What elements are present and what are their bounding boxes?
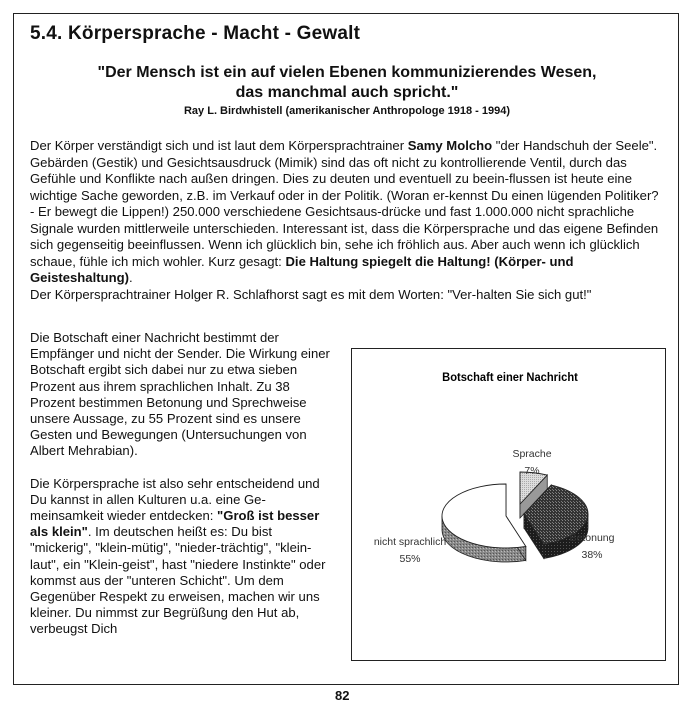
left-text-2a: Die Körpersprache ist also sehr entscheidend und Du kannst in allen Kulturen u.a. eine Ge-meinsamkeit wieder entdecken:: [30, 475, 320, 524]
pie-label-nicht-sprachlich: nicht sprachlich: [373, 536, 447, 548]
left-paragraph-2: [30, 476, 330, 638]
left-column: [30, 330, 330, 654]
left-paragraph-1: Die Botschaft einer Nachricht bestimmt der Empfänger und nicht der Sender. Die Wirkung einer Botschaft ergibt sich dabei nur zu etwa sieben Prozent aus ihrem sprachlichen Inhalt. Zu 38 Prozent bestimmen Betonung und Sprechweise unsere Aussage, zu 55 Prozent sind es unsere Gesten und Bewegungen (Untersuchungen von Albert Mehrabian).: [30, 330, 330, 459]
quote-line-2: das manchmal auch spricht.": [235, 84, 459, 101]
pie-value-sprache: 7%: [524, 465, 540, 477]
pie-value-nicht-sprachlich: 55%: [399, 553, 421, 565]
left-bold-quote: "Groß ist besser als klein": [30, 508, 320, 540]
quote-author: Ray L. Birdwhistell (amerikanischer Anthropologe 1918 - 1994): [183, 105, 511, 117]
intro-bold-name: Samy Molcho: [407, 138, 493, 153]
pie-slices: [442, 472, 588, 562]
quote: [30, 63, 664, 103]
left-text-2b: . Im deutschen heißt es: Du bist "mickerig", "klein-mütig", "nieder-trächtig", "klein-laut", ein "Klein-geist", hast "niedere Instinkte" oder kommst aus der "unteren Schicht". Um dem Gegenüber Respekt zu erweisen, machen wir uns kleiner. Du nimmst zur Begrüßung den Hut ab, verbeugst Dich: [30, 524, 326, 637]
pie-value-betonung: 38%: [581, 549, 603, 561]
chart-title: Botschaft einer Nachricht: [442, 371, 578, 385]
intro-text-3: .: [128, 270, 133, 285]
intro-bold-statement: Die Haltung spiegelt die Haltung! (Körper- und Geisteshaltung): [30, 253, 574, 285]
chart-box: [351, 348, 666, 661]
intro-text-4: Der Körpersprachtrainer Holger R. Schlafhorst sagt es mit dem Worten: "Ver-halten Sie sich gut!": [30, 286, 592, 302]
intro-text-1: Der Körper verständigt sich und ist laut dem Körpersprachtrainer: [30, 138, 408, 153]
pie-chart: [352, 349, 667, 662]
page-number: 82: [335, 688, 350, 703]
quote-line-1: "Der Mensch ist ein auf vielen Ebenen kommunizierendes Wesen,: [97, 64, 597, 81]
page-title: 5.4. Körpersprache - Macht - Gewalt: [30, 23, 361, 44]
pie-label-sprache: Sprache: [512, 448, 552, 460]
intro-paragraph: [30, 138, 666, 303]
pie-label-betonung: Betonung: [569, 532, 615, 544]
intro-text-2: "der Handschuh der Seele". Gebärden (Gestik) und Gesichtsausdruck (Mimik) sind das oft nicht zu kontrollierende Ventil, durch das Gefühle und Konflikte nach außen dringen. Dies zu deuten und eventuell zu beein-flussen ist heute eine wichtige Sache geworden, z.B. im Verkauf oder in der Politik. (Woran er-kennst Du einen lügenden Politiker? - Er bewegt die Lippen!) 250.000 verschiedene Gesichtsaus-drücke und fast 1.000.000 nicht sprachliche Signale wurden mittlerweile unterschieden. Interessant ist, dass die Körpersprache und das eigene Befinden sich gegenseitig beeinflussen. Wenn ich glücklich bin, sehe ich fröhlich aus. Aber auch wenn ich glücklich schaue, fühle ich mich wohler. Kurz gesagt:: [30, 138, 659, 269]
